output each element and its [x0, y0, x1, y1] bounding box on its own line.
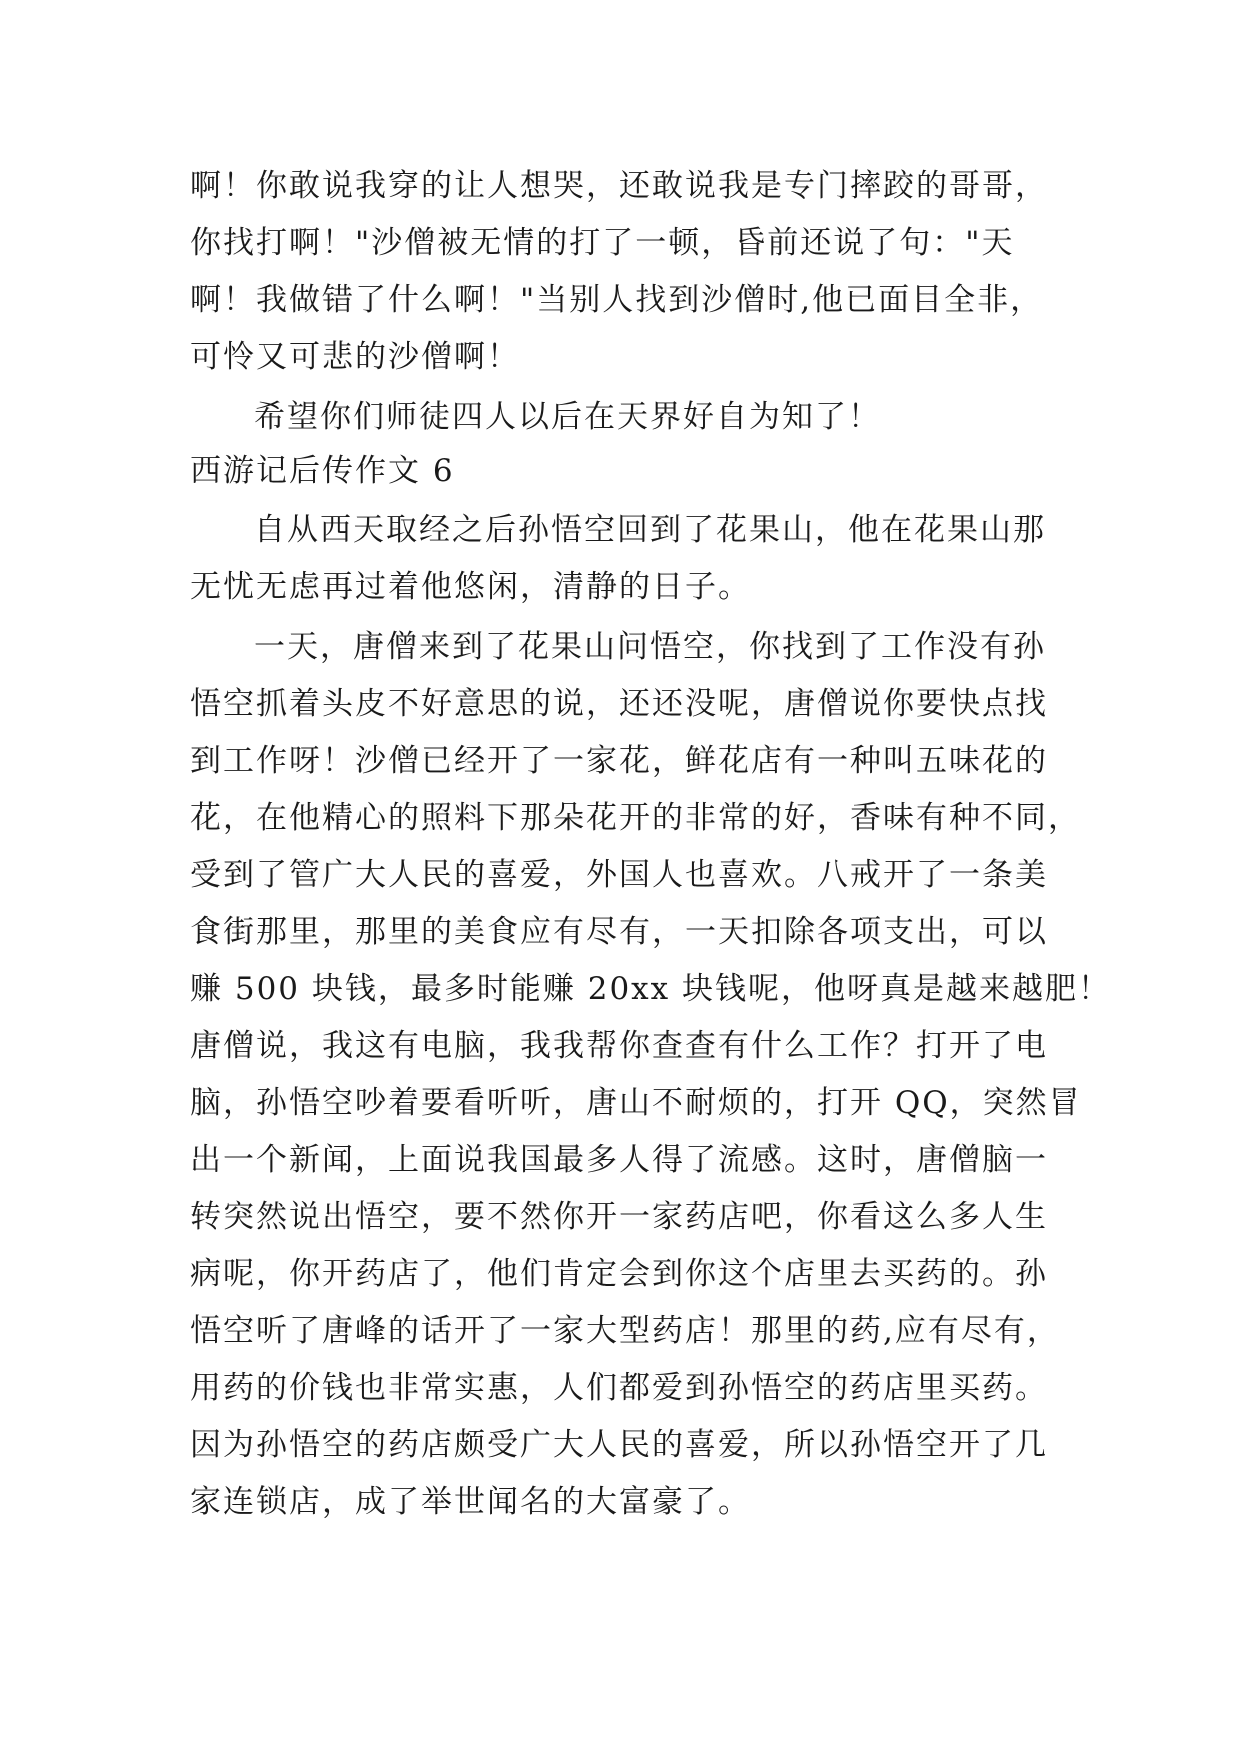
text-line: 受到了管广大人民的喜爱，外国人也喜欢。八戒开了一条美 [190, 857, 1048, 893]
section-heading: 西游记后传作文 6 [190, 453, 455, 489]
text-line: 因为孙悟空的药店颇受广大人民的喜爱，所以孙悟空开了几 [190, 1427, 1048, 1463]
text-line: 悟空抓着头皮不好意思的说，还还没呢，唐僧说你要快点找 [190, 686, 1048, 722]
text-line: 希望你们师徒四人以后在天界好自为知了！ [254, 399, 881, 435]
text-line: 赚 500 块钱，最多时能赚 20xx 块钱呢，他呀真是越来越肥！ [190, 971, 1111, 1007]
text-line: 用药的价钱也非常实惠，人们都爱到孙悟空的药店里买药。 [190, 1370, 1048, 1406]
text-line: 自从西天取经之后孙悟空回到了花果山，他在花果山那 [254, 512, 1046, 548]
text-line: 病呢，你开药店了，他们肯定会到你这个店里去买药的。孙 [190, 1256, 1048, 1292]
text-line: 食街那里，那里的美食应有尽有，一天扣除各项支出，可以 [190, 914, 1048, 950]
text-line: 你找打啊！"沙僧被无情的打了一顿，昏前还说了句："天 [190, 225, 1015, 261]
text-line: 悟空听了唐峰的话开了一家大型药店！那里的药,应有尽有， [190, 1313, 1060, 1349]
text-line: 啊！你敢说我穿的让人想哭，还敢说我是专门摔跤的哥哥， [190, 168, 1048, 204]
text-line: 家连锁店，成了举世闻名的大富豪了。 [190, 1484, 751, 1520]
text-line: 转突然说出悟空，要不然你开一家药店吧，你看这么多人生 [190, 1199, 1048, 1235]
text-line: 花，在他精心的照料下那朵花开的非常的好，香味有种不同， [190, 800, 1081, 836]
text-line: 唐僧说，我这有电脑，我我帮你查查有什么工作？打开了电 [190, 1028, 1048, 1064]
text-line: 脑，孙悟空吵着要看听听，唐山不耐烦的，打开 QQ，突然冒 [190, 1085, 1082, 1121]
text-line: 出一个新闻，上面说我国最多人得了流感。这时，唐僧脑一 [190, 1142, 1048, 1178]
text-line: 一天，唐僧来到了花果山问悟空，你找到了工作没有孙 [254, 629, 1046, 665]
text-line: 可怜又可悲的沙僧啊！ [190, 339, 520, 375]
text-line: 啊！我做错了什么啊！"当别人找到沙僧时,他已面目全非， [190, 282, 1044, 318]
text-line: 到工作呀！沙僧已经开了一家花，鲜花店有一种叫五味花的 [190, 743, 1048, 779]
text-line: 无忧无虑再过着他悠闲，清静的日子。 [190, 569, 751, 605]
